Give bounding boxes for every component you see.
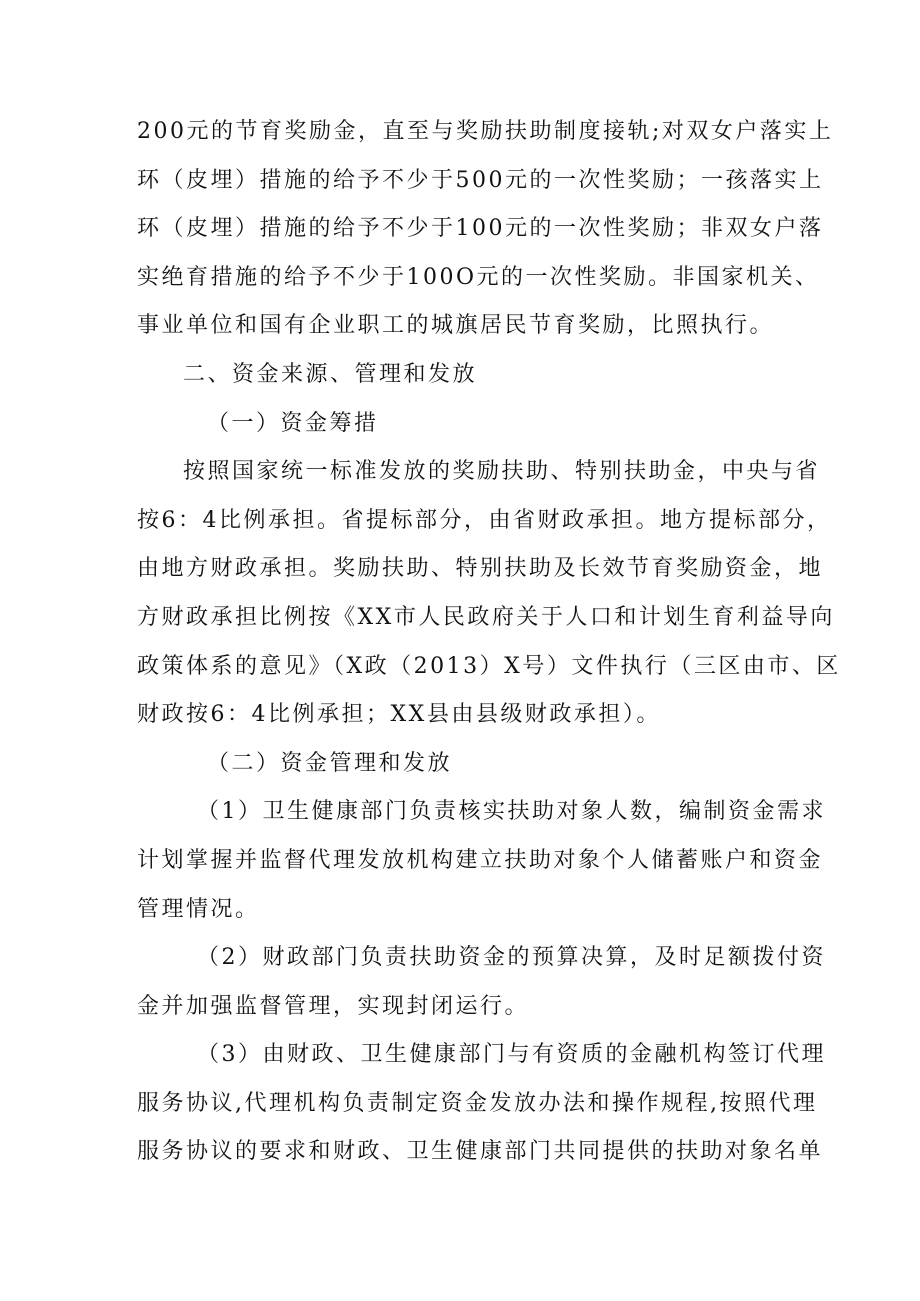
paragraph-line: 由地方财政承担。奖励扶助、特别扶助及长效节育奖励资金，地 (137, 556, 824, 582)
paragraph-line: 金并加强监督管理，实现封闭运行。 (137, 993, 530, 1019)
paragraph-line: 200元的节育奖励金，直至与奖励扶助制度接轨;对双女户落实上 (137, 119, 834, 144)
paragraph-line: 计划掌握并监督代理发放机构建立扶助对象个人储蓄账户和资金 (137, 847, 824, 873)
list-item: （2）财政部门负责扶助资金的预算决算，及时足额拨付资 (197, 945, 826, 971)
paragraph-line: 按6：4比例承担。省提标部分，由省财政承担。地方提标部分， (137, 507, 832, 533)
subsection-heading: （一）资金筹措 (207, 410, 379, 436)
paragraph-line: 实绝育措施的给予不少于100O元的一次性奖励。非国家机关、 (137, 264, 820, 290)
body-text (137, 108, 841, 1177)
paragraph-line: 环（皮埋）措施的给予不少于500元的一次性奖励；一孩落实上 (137, 167, 824, 193)
paragraph-line: 服务协议的要求和财政、卫生健康部门共同提供的扶助对象名单 (137, 1139, 824, 1165)
paragraph-line: 政策体系的意见》（X政（2013）X号）文件执行（三区由市、区 (137, 653, 841, 679)
paragraph-line: 按照国家统一标准发放的奖励扶助、特别扶助金，中央与省 (183, 459, 821, 485)
paragraph-line: 环（皮埋）措施的给予不少于100元的一次性奖励；非双女户落 (137, 216, 824, 242)
list-item: （3）由财政、卫生健康部门与有资质的金融机构签订代理 (197, 1042, 826, 1068)
list-item: （1）卫生健康部门负责核实扶助对象人数，编制资金需求 (197, 799, 826, 825)
section-heading: 二、资金来源、管理和发放 (183, 361, 478, 387)
subsection-heading: （二）资金管理和发放 (207, 750, 453, 776)
paragraph-line: 方财政承担比例按《XX市人民政府关于人口和计划生育利益导向 (137, 604, 835, 630)
paragraph-line: 管理情况。 (137, 896, 260, 922)
paragraph-line: 事业单位和国有企业职工的城旗居民节育奖励，比照执行。 (137, 313, 775, 339)
paragraph-line: 服务协议,代理机构负责制定资金发放办法和操作规程,按照代理 (137, 1090, 818, 1116)
paragraph-line: 财政按6：4比例承担；XX县由县级财政承担）。 (137, 702, 661, 728)
